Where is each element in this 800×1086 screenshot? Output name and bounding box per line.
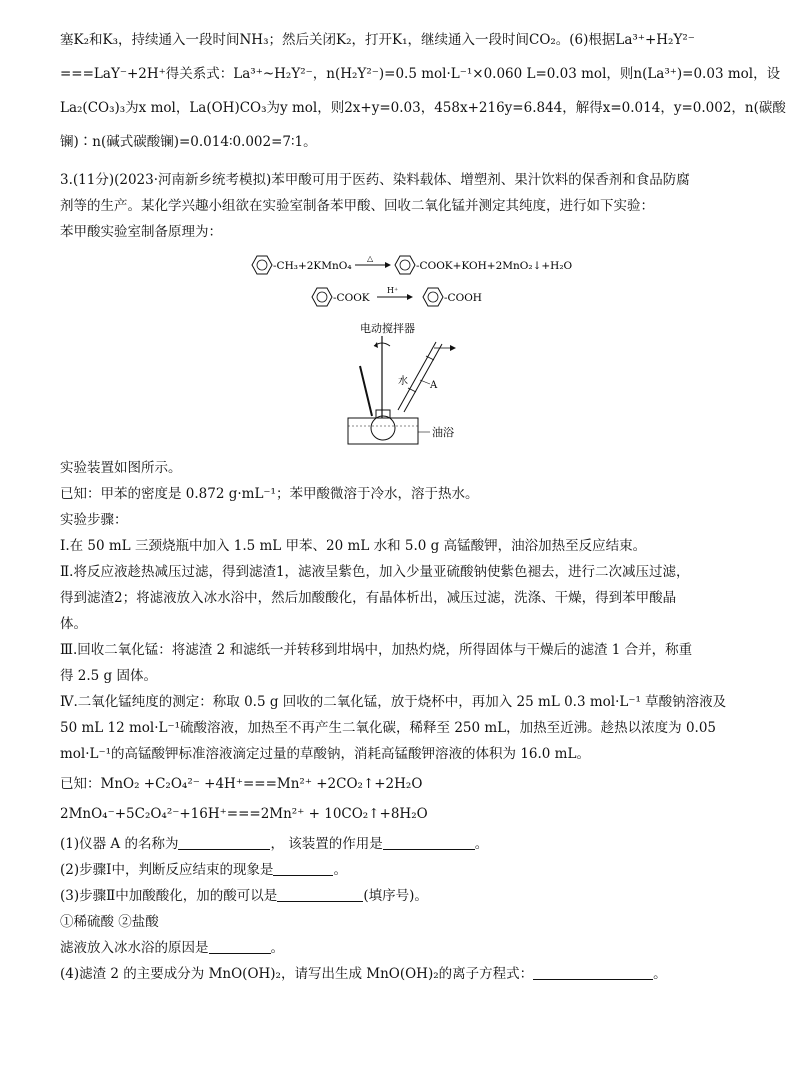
reaction1-condition: △ xyxy=(367,254,374,263)
question-4 xyxy=(60,964,667,984)
q4-text-c: 。 xyxy=(653,966,667,982)
step-4-line-3: mol·L⁻¹的高锰酸钾标准溶液滴定过量的草酸钠，消耗高锰酸钾溶液的体积为 16.0 mL。 xyxy=(60,746,590,762)
step-2-line-1: Ⅱ.将反应液趁热减压过滤，得到滤渣1，滤液呈紫色，加入少量亚硫酸钠使紫色褪去，进行二次减压过滤， xyxy=(60,564,690,580)
benzene-ring-icon xyxy=(252,256,272,274)
text-line-4: 镧)∶n(碱式碳酸镧)=0.014∶0.002=7∶1。 xyxy=(60,134,317,150)
step-2-line-2: 得到滤渣2；将滤液放入冰水浴中，然后加酸酸化，有晶体析出，减压过滤，洗涤、干燥，得到苯甲酸晶 xyxy=(60,590,677,606)
benzene-ring-icon xyxy=(423,288,443,306)
q3-text-d: 滤液放入冰水浴的原因是 xyxy=(60,940,209,956)
q1-text-a: (1)仪器 A 的名称为 xyxy=(60,836,179,852)
q1-text-b: ， 该装置的作用是 xyxy=(270,836,383,852)
body-line-1: 实验装置如图所示。 xyxy=(60,460,182,476)
answer-blank-4[interactable] xyxy=(277,887,363,902)
reaction-equation-2 xyxy=(305,284,515,310)
step-4-line-1: Ⅳ.二氧化锰纯度的测定：称取 0.5 g 回收的二氧化锰，放于烧杯中，再加入 25 mL 0.3 mol·L⁻¹ 草酸钠溶液及 xyxy=(60,694,727,710)
text-line-2: ===LaY⁻+2H⁺得关系式：La³⁺~H₂Y²⁻，n(H₂Y²⁻)=0.5 mol·L⁻¹×0.060 L=0.03 mol，则n(La³⁺)=0.03 mol，设 xyxy=(60,66,781,82)
stirrer-label: 电动搅拌器 xyxy=(360,322,415,335)
reaction1-left: -CH₃+2KMnO₄ xyxy=(273,260,352,272)
answer-blank-2[interactable] xyxy=(383,835,475,850)
step-4-line-2: 50 mL 12 mol·L⁻¹硫酸溶液，加热至不再产生二氧化碳，稀释至 250 mL，加热至近沸。趁热以浓度为 0.05 xyxy=(60,720,717,736)
reaction-equation-1 xyxy=(245,252,575,278)
q3-text-a: (3)步骤Ⅱ中加酸酸化，加的酸可以是 xyxy=(60,888,278,904)
q2-text-a: (2)步骤Ⅰ中，判断反应结束的现象是 xyxy=(60,862,274,878)
known-equation-1: 已知：MnO₂ +C₂O₄²⁻ +4H⁺===Mn²⁺ +2CO₂↑+2H₂O xyxy=(60,776,423,792)
oil-bath-label: 油浴 xyxy=(432,426,454,439)
reaction2-condition: H⁺ xyxy=(387,286,399,295)
step-2-line-3: 体。 xyxy=(60,616,87,632)
question-3-intro: 3.(11分)(2023·河南新乡统考模拟)苯甲酸可用于医药、染料载体、增塑剂、果汁饮料的保香剂和食品防腐 xyxy=(60,172,690,188)
q3-text-b: (填序号)。 xyxy=(363,888,428,904)
q4-text-a: (4)滤渣 2 的主要成分为 MnO(OH)₂，请写出生成 MnO(OH)₂的离子方程式： xyxy=(60,966,534,982)
question-3-part-2 xyxy=(60,938,284,958)
answer-blank-6[interactable] xyxy=(533,965,653,980)
question-2 xyxy=(60,860,347,880)
benzene-ring-icon xyxy=(312,288,332,306)
principle-label: 苯甲酸实验室制备原理为： xyxy=(60,224,222,240)
apparatus-diagram xyxy=(338,318,478,448)
text-line-3: La₂(CO₃)₃为x mol，La(OH)CO₃为y mol，则2x+y=0.03，458x+216y=6.844，解得x=0.014，y=0.002，n(碳酸 xyxy=(60,100,786,116)
answer-blank-5[interactable] xyxy=(209,939,271,954)
reaction1-right: -COOK+KOH+2MnO₂↓+H₂O xyxy=(416,260,573,272)
answer-blank-3[interactable] xyxy=(273,861,333,876)
body-line-3: 实验步骤： xyxy=(60,512,128,528)
question-1 xyxy=(60,834,488,854)
q3-text-e: 。 xyxy=(270,940,284,956)
question-3 xyxy=(60,886,428,906)
step-1: Ⅰ.在 50 mL 三颈烧瓶中加入 1.5 mL 甲苯、20 mL 水和 5.0 g 高锰酸钾，油浴加热至反应结束。 xyxy=(60,538,647,554)
question-3-options: ①稀硫酸 ②盐酸 xyxy=(60,914,159,930)
answer-blank-1[interactable] xyxy=(178,835,270,850)
body-line-2: 已知：甲苯的密度是 0.872 g·mL⁻¹；苯甲酸微溶于冷水，溶于热水。 xyxy=(60,486,479,502)
text-line-1: 塞K₂和K₃，持续通入一段时间NH₃；然后关闭K₂，打开K₁，继续通入一段时间CO₂。(6)根据La³⁺+H₂Y²⁻ xyxy=(60,32,695,48)
reaction2-right: -COOH xyxy=(444,292,482,304)
reaction2-left: -COOK xyxy=(333,292,370,304)
apparatus-a-label: A xyxy=(430,380,438,391)
step-3-line-2: 得 2.5 g 固体。 xyxy=(60,668,157,684)
q2-text-c: 。 xyxy=(333,862,347,878)
step-3-line-1: Ⅲ.回收二氧化锰：将滤渣 2 和滤纸一并转移到坩埚中，加热灼烧，所得固体与干燥后的滤渣 1 合并，称重 xyxy=(60,642,693,658)
benzene-ring-icon xyxy=(395,256,415,274)
question-3-intro-2: 剂等的生产。某化学兴趣小组欲在实验室制备苯甲酸、回收二氧化锰并测定其纯度，进行如下实验： xyxy=(60,198,654,214)
known-equation-2: 2MnO₄⁻+5C₂O₄²⁻+16H⁺===2Mn²⁺ + 10CO₂↑+8H₂O xyxy=(60,806,428,822)
water-label: 水 xyxy=(398,376,408,387)
q1-text-c: 。 xyxy=(474,836,489,852)
